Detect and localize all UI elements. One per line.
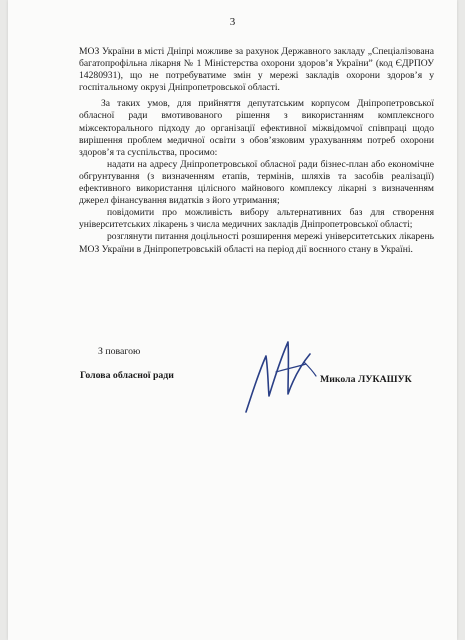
closing-regards: З повагою	[98, 346, 141, 357]
letter-body	[79, 46, 434, 256]
paragraph-3: надати на адресу Дніпропетровської обласної ради бізнес-план або економічне обгрунтування (з визначенням етапів, термінів, шляхів та засобів реалізації) ефективного використання цілісного майнового комплексу лікарні з визначенням джерел фінансування видатків з його утримання;	[79, 158, 434, 207]
paragraph-1: МОЗ України в місті Дніпрі можливе за рахунок Державного закладу „Спеціалізована багатопрофільна лікарня № 1 Міністерства охорони здоров’я України” (код ЄДРПОУ 14280931), що не потребуватиме змін у мережі закладів охорони здоров’я у госпітальному окрузі Дніпропетровської області.	[79, 46, 434, 94]
page-number: 3	[229, 16, 236, 28]
signer-name: Микола ЛУКАШУК	[320, 374, 412, 385]
signer-position: Голова обласної ради	[80, 370, 174, 381]
handwritten-signature	[238, 336, 322, 416]
paragraph-2: За таких умов, для прийняття депутатським корпусом Дніпропетровської обласної ради вмотивованого рішення з використанням комплексного міжсекторального підходу до організації ефективної міжвідомчої співпраці щодо вирішення проблем медичної освіти з обов’язковим урахуванням потреб охорони здоров’я та суспільства, просимо:	[79, 98, 434, 158]
paragraph-4: повідомити про можливість вибору альтернативних баз для створення університетських лікарень з числа медичних закладів Дніпропетровської області;	[79, 207, 434, 231]
paragraph-5: розглянути питання доцільності розширення мережі університетських лікарень МОЗ України в Дніпропетровській області на період дії воєнного стану в Україні.	[79, 231, 434, 255]
